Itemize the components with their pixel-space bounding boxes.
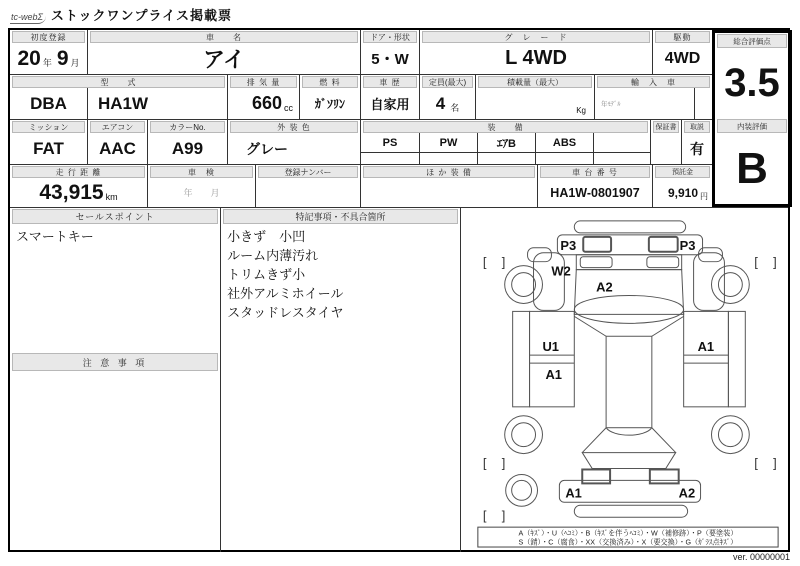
equipment-item xyxy=(593,133,650,152)
left-door-shape xyxy=(530,311,575,406)
field-manual xyxy=(681,120,712,164)
damage-label-rear-right: A2 xyxy=(678,485,696,501)
exterior-color-value: グレー xyxy=(246,140,288,157)
roof-shape xyxy=(606,336,652,427)
rear-left-wheel-inner xyxy=(512,423,536,447)
other-equipment-label: ほ か 装 備 xyxy=(363,166,535,178)
load-unit: Kg xyxy=(576,106,586,115)
rear-right-wheel xyxy=(711,416,749,454)
taillight-right-shape xyxy=(650,469,679,483)
headlight-right-shape xyxy=(649,237,678,252)
mirror-left-shape xyxy=(528,248,552,262)
front-left-wheel-inner xyxy=(512,273,536,297)
deposit-value xyxy=(653,178,712,207)
right-sill-shape xyxy=(728,311,745,406)
overall-score-value: 3.5 xyxy=(724,60,780,105)
drive-value: 4WD xyxy=(664,49,701,67)
registration-number-value xyxy=(256,178,360,207)
car-name-label: 車 名 xyxy=(90,31,358,43)
equipment-item: PS xyxy=(382,136,398,149)
inspection-placeholder: 年 月 xyxy=(183,188,220,198)
legend-line-1: A（ｷｽﾞ）・U（ﾍｺﾐ）・B（ｷｽﾞを伴うﾍｺﾐ）・W（補修跡）・P（要塗装） xyxy=(518,529,738,538)
other-equipment-value xyxy=(361,178,537,207)
field-grade xyxy=(419,30,652,74)
field-capacity xyxy=(419,75,475,119)
field-fuel xyxy=(299,75,360,119)
special-notes-body xyxy=(221,224,460,325)
front-left-wheel xyxy=(505,266,543,304)
fuel-label: 燃 料 xyxy=(302,76,358,88)
bracket-mark: ] xyxy=(501,508,506,524)
equipment-item: ｴｱB xyxy=(477,133,535,152)
spec-row-3 xyxy=(10,120,712,165)
field-history xyxy=(360,75,419,119)
bracket-mark: ] xyxy=(773,254,777,270)
hood-shape xyxy=(574,270,683,315)
damage-label-right-door: A1 xyxy=(697,339,715,355)
bracket-mark: ] xyxy=(773,455,777,471)
mileage-unit: km xyxy=(105,191,118,202)
field-model-code xyxy=(10,75,227,119)
bracket-mark: [ xyxy=(482,455,487,471)
door-shape-label: ドア・形状 xyxy=(363,31,417,43)
first-registration-label: 初度登録 xyxy=(12,31,85,43)
spec-row-2 xyxy=(10,75,712,120)
grade-value: L 4WD xyxy=(505,47,567,69)
equipment-label: 装 備 xyxy=(363,121,648,133)
bracket-mark: [ xyxy=(754,254,758,270)
transmission-value: FAT xyxy=(33,138,64,158)
field-chassis-number xyxy=(537,165,652,207)
field-other-equipment xyxy=(360,165,537,207)
version-text: ver. 00000001 xyxy=(732,552,790,562)
spec-row-4 xyxy=(10,165,712,207)
field-import-car xyxy=(594,75,712,119)
field-aircon xyxy=(87,120,147,164)
evaluation-box xyxy=(712,30,792,207)
tcweb-logo: tc-webΣ xyxy=(10,12,46,24)
equipment-row-2 xyxy=(361,152,650,164)
manual-value: 有 xyxy=(690,140,704,157)
field-transmission xyxy=(10,120,87,164)
spec-row-1 xyxy=(10,30,712,75)
rear-right-wheel-inner xyxy=(718,423,742,447)
rear-bumper-shape xyxy=(574,505,687,517)
inspection-label: 車 検 xyxy=(150,166,253,178)
sales-points-body xyxy=(10,224,220,352)
car-damage-diagram xyxy=(461,208,789,551)
damage-diagram-column xyxy=(460,208,788,552)
spare-tire-shape xyxy=(506,474,538,506)
field-displacement xyxy=(227,75,299,119)
bracket-mark: [ xyxy=(482,508,487,524)
aircon-label: エアコン xyxy=(90,121,145,133)
special-note-line: 小きず 小凹 xyxy=(227,229,306,244)
bracket-mark: [ xyxy=(754,455,758,471)
special-note-line: トリムきず小 xyxy=(227,267,306,282)
field-drive xyxy=(652,30,712,74)
displacement-label: 排 気 量 xyxy=(230,76,297,88)
cautions-body xyxy=(10,371,220,552)
import-car-subcell xyxy=(694,88,712,119)
field-deposit xyxy=(652,165,712,207)
sales-points-label: セールスポイント xyxy=(12,209,218,224)
spec-table xyxy=(10,30,788,207)
damage-label-hood: A2 xyxy=(596,279,613,295)
windshield-shape xyxy=(574,295,683,323)
chassis-number-label: 車 台 番 号 xyxy=(540,166,650,178)
model-code-prefix: DBA xyxy=(30,93,67,113)
field-registration-number xyxy=(255,165,360,207)
equipment-cell-empty xyxy=(361,153,419,164)
field-equipment xyxy=(360,120,650,164)
transmission-label: ミッション xyxy=(12,121,85,133)
right-door-shape xyxy=(684,311,729,406)
grille-left-shape xyxy=(580,257,612,268)
first-reg-month-unit: 月 xyxy=(70,58,80,68)
aircon-value: AAC xyxy=(99,138,136,158)
mileage-number: 43,915 xyxy=(39,180,104,204)
car-name-value: アイ xyxy=(202,47,246,72)
door-shape-value: 5・W xyxy=(371,51,409,68)
registration-number-label: 登録ナンバー xyxy=(258,166,358,178)
import-year-model: 年ﾓﾃﾞﾙ xyxy=(601,101,621,108)
rear-hatch-shape xyxy=(582,453,675,469)
field-color-no xyxy=(147,120,227,164)
color-no-label: カラーNo. xyxy=(150,121,225,133)
fuel-value: ｶﾞｿﾘﾝ xyxy=(314,97,345,111)
front-bumper-shape xyxy=(574,221,685,233)
warranty-label: 保証書 xyxy=(653,121,679,133)
import-car-label: 輸 入 車 xyxy=(597,76,710,88)
special-note-line: ルーム内薄汚れ xyxy=(227,248,319,263)
capacity-number: 4 xyxy=(435,93,446,113)
deposit-label: 預託金 xyxy=(655,166,710,178)
first-reg-year-unit: 年 xyxy=(42,58,52,68)
first-reg-year: 20 xyxy=(17,46,41,70)
bracket-mark: ] xyxy=(501,254,506,270)
damage-label-front-right: P3 xyxy=(679,237,696,253)
chassis-number-value: HA1W-0801907 xyxy=(550,185,640,200)
first-reg-month: 9 xyxy=(56,46,69,70)
deposit-unit: 円 xyxy=(700,192,708,201)
overall-score-label: 総合評価点 xyxy=(717,34,787,48)
right-door-lines xyxy=(684,355,729,363)
spare-tire-inner xyxy=(512,480,532,500)
grille-right-shape xyxy=(647,257,679,268)
taillight-left-shape xyxy=(582,469,610,483)
manual-label: 取説 xyxy=(684,121,710,133)
special-notes-label: 特記事項・不具合箇所 xyxy=(223,209,458,224)
front-right-wheel xyxy=(711,266,749,304)
lower-section xyxy=(10,207,788,552)
model-code-label: 型 式 xyxy=(12,76,225,88)
interior-score-label: 内装評価 xyxy=(717,119,787,133)
field-door-shape xyxy=(360,30,419,74)
equipment-row-1 xyxy=(361,133,650,152)
equipment-cell-empty xyxy=(535,153,593,164)
grade-label: グ レ ー ド xyxy=(422,31,650,43)
import-car-value xyxy=(595,88,712,119)
headlight-left-shape xyxy=(583,237,611,252)
front-right-wheel-inner xyxy=(718,273,742,297)
left-door-lines xyxy=(530,355,575,363)
equipment-cell-empty xyxy=(593,153,650,164)
bracket-mark: ] xyxy=(501,455,506,471)
mileage-value xyxy=(10,178,147,207)
model-code-main: HA1W xyxy=(87,88,227,119)
displacement-value xyxy=(228,88,299,119)
equipment-item: ABS xyxy=(535,133,593,152)
field-inspection xyxy=(147,165,255,207)
page-title: ストックワンプライス掲載票 xyxy=(50,8,232,23)
color-no-value: A99 xyxy=(171,138,204,158)
sales-point-line: スマートキー xyxy=(16,229,94,244)
special-note-line: スタッドレスタイヤ xyxy=(227,305,344,320)
capacity-label: 定員(最大) xyxy=(422,76,473,88)
warranty-value xyxy=(651,133,681,164)
field-first-registration xyxy=(10,30,87,74)
mileage-label: 走 行 距 離 xyxy=(12,166,145,178)
auction-sheet xyxy=(8,28,790,552)
capacity-unit: 名 xyxy=(450,103,460,113)
drive-label: 駆動 xyxy=(655,31,710,43)
bracket-mark: [ xyxy=(482,254,487,270)
left-sill-shape xyxy=(513,311,530,406)
rear-left-wheel xyxy=(505,416,543,454)
first-registration-value xyxy=(10,43,87,74)
damage-label-front-left: P3 xyxy=(560,237,577,253)
field-mileage xyxy=(10,165,147,207)
history-value: 自家用 xyxy=(370,97,410,112)
damage-label-left-fender: W2 xyxy=(551,263,571,279)
field-exterior-color xyxy=(227,120,360,164)
special-note-line: 社外アルミホイール xyxy=(227,286,344,301)
damage-label-rear-left: A1 xyxy=(565,485,582,501)
title-bar xyxy=(10,5,232,24)
damage-label-left-door-upper: U1 xyxy=(542,339,559,355)
capacity-value xyxy=(420,88,475,119)
rear-window-shape xyxy=(606,428,652,435)
equipment-cell-empty xyxy=(419,153,477,164)
interior-score-value: B xyxy=(736,143,768,193)
displacement-number: 660 xyxy=(251,93,282,113)
exterior-color-label: 外 装 色 xyxy=(230,121,358,133)
field-load xyxy=(475,75,594,119)
equipment-cell-empty xyxy=(477,153,535,164)
legend-line-2: S（錆）・C（腐食）・XX（交換済み）・X（要交換）・G（ｶﾞﾗｽ点ｷｽﾞ） xyxy=(518,538,738,547)
model-code-value xyxy=(10,88,227,119)
history-label: 車 歴 xyxy=(363,76,417,88)
displacement-unit: cc xyxy=(284,102,293,113)
load-label: 積載量（最大） xyxy=(478,76,592,88)
special-notes-column xyxy=(220,208,460,552)
c-pillar-lines xyxy=(582,428,675,453)
field-warranty xyxy=(650,120,681,164)
field-car-name xyxy=(87,30,360,74)
cautions-label: 注 意 事 項 xyxy=(12,353,218,371)
equipment-item: PW xyxy=(419,133,477,152)
damage-label-left-door-lower: A1 xyxy=(545,367,562,383)
deposit-number: 9,910 xyxy=(667,185,698,200)
sales-points-column xyxy=(10,208,220,552)
